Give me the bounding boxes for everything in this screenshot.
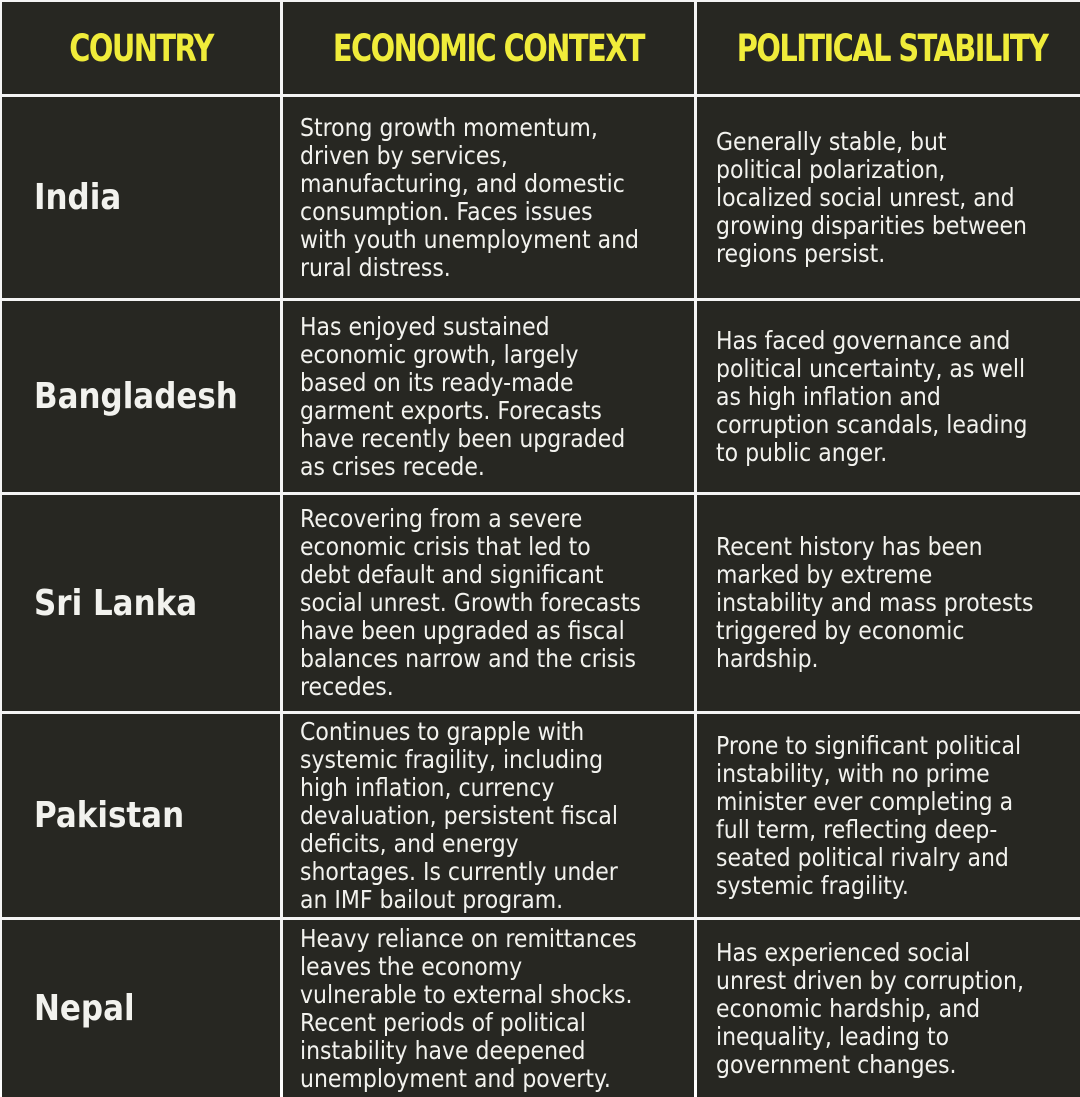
header-political-stability: POLITICAL STABILITY bbox=[697, 2, 1080, 94]
economic-cell: Strong growth momentum, driven by services, manufacturing, and domestic consumption. Faces issues with youth unemployment and rural distress. bbox=[283, 97, 694, 298]
political-cell: Prone to significant political instability, with no prime minister ever completing a full term, reflecting deep-seated political rivalry and systemic fragility. bbox=[697, 714, 1080, 917]
economic-cell: Has enjoyed sustained economic growth, largely based on its ready-made garment exports. Forecasts have recently been upgraded as crises recede. bbox=[283, 301, 694, 492]
political-cell: Has experienced social unrest driven by corruption, economic hardship, and inequality, leading to government changes. bbox=[697, 920, 1080, 1097]
economic-cell: Heavy reliance on remittances leaves the economy vulnerable to external shocks. Recent periods of political instability have deepened unemployment and poverty. bbox=[283, 920, 694, 1097]
header-economic-context: ECONOMIC CONTEXT bbox=[283, 2, 694, 94]
country-cell: Bangladesh bbox=[2, 301, 280, 492]
economic-cell: Recovering from a severe economic crisis that led to debt default and significant social unrest. Growth forecasts have been upgraded as fiscal balances narrow and the crisis recedes. bbox=[283, 495, 694, 711]
economic-cell: Continues to grapple with systemic fragility, including high inflation, currency devaluation, persistent fiscal deficits, and energy shortages. Is currently under an IMF bailout program. bbox=[283, 714, 694, 917]
political-cell: Recent history has been marked by extreme instability and mass protests triggered by economic hardship. bbox=[697, 495, 1080, 711]
political-cell: Generally stable, but political polarization, localized social unrest, and growing disparities between regions persist. bbox=[697, 97, 1080, 298]
country-cell: Sri Lanka bbox=[2, 495, 280, 711]
country-cell: Nepal bbox=[2, 920, 280, 1097]
header-country: COUNTRY bbox=[2, 2, 280, 94]
political-cell: Has faced governance and political uncertainty, as well as high inflation and corruption scandals, leading to public anger. bbox=[697, 301, 1080, 492]
country-cell: India bbox=[2, 97, 280, 298]
country-cell: Pakistan bbox=[2, 714, 280, 917]
